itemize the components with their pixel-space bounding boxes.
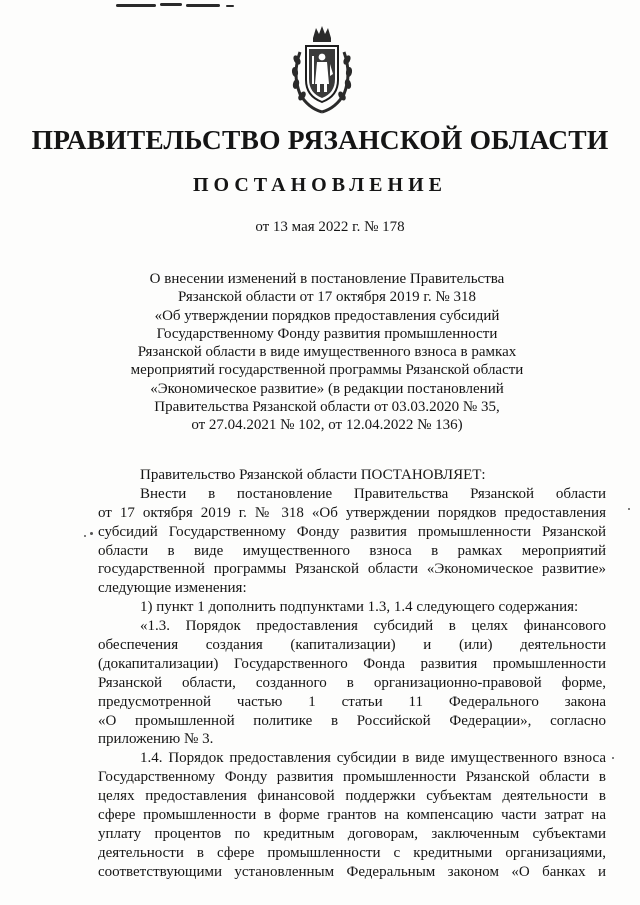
body-line: Государственному Фонду развития промышленности Рязанской области в [98,769,606,786]
body-line: субсидий Государственному Фонду развития промышленности Рязанской [98,523,606,540]
scan-artifact [116,4,156,7]
body-line: Рязанской области, созданного в организационно-правовой форме, [98,674,606,691]
subject-line: Рязанской области от 17 октября 2019 г. № 318 [178,289,476,306]
body-line: (докапитализации) Государственного Фонда развития промышленности [98,655,606,672]
body-line: следующие изменения: [98,580,247,597]
subject-line: О внесении изменений в постановление Правительства [149,271,505,287]
scan-speck [628,508,630,510]
body-line: обеспечения создания (капитализации) и (или) деятельности [98,637,606,654]
subject-line: «Экономическое развитие» (в редакции постановлений [150,380,504,397]
body-line: предусмотренной частью 1 статьи 11 Федерального закона [98,693,606,710]
scan-speck [90,532,93,535]
scan-speck [612,757,614,759]
subject-line: Правительства Рязанской области от 03.03.2020 № 35, [154,399,500,416]
subject-line: от 27.04.2021 № 102, от 12.04.2022 № 136) [191,417,463,434]
body-preamble: Правительство Рязанской области ПОСТАНОВЛЯЕТ: [140,467,486,483]
body-line: приложению № 3. [98,731,214,748]
body-line: деятельности в сфере промышленности с кредитными организациями, [98,844,606,861]
body-line: «О промышленной политике в Российской Федерации», согласно [98,712,606,729]
document-body [98,466,606,882]
body-line: от 17 октября 2019 г. № 318 «Об утверждении порядков предоставления [98,504,606,521]
body-line: 1.4. Порядок предоставления субсидии в виде имущественного взноса [140,750,606,767]
body-line: сфере промышленности в форме грантов на компенсацию части затрат на [98,807,606,824]
government-title: ПРАВИТЕЛЬСТВО РЯЗАНСКОЙ ОБЛАСТИ [31,124,609,155]
body-line: «1.3. Порядок предоставления субсидий в целях финансового [140,618,606,635]
document-subject [112,270,542,435]
scan-artifact [186,4,220,7]
document-date-number: от 13 мая 2022 г. № 178 [255,219,405,235]
ryazan-coat-of-arms-icon [286,24,358,116]
body-line: соответствующими установленным Федеральным законом «О банках и [98,863,606,880]
subject-line: Государственному Фонду развития промышленности [156,325,498,342]
subject-line: «Об утверждении порядков предоставления субсидий [154,307,500,324]
body-line: Внести в постановление Правительства Рязанской области [140,485,606,502]
body-line: целях предоставления финансовой поддержки субъектам деятельности в [98,788,606,805]
scan-artifact [226,5,234,7]
body-line: 1) пункт 1 дополнить подпунктами 1.3, 1.4 следующего содержания: [140,599,579,616]
body-line: уплату процентов по кредитным договорам, заключенным субъектами [98,825,606,842]
subject-line: Рязанской области в виде имущественного взноса в рамках [137,344,517,361]
document-type-title: ПОСТАНОВЛЕНИЕ [193,174,447,196]
scan-artifact [160,3,182,6]
scan-speck [84,535,86,537]
body-line: области в виде имущественного взноса в рамках мероприятий [98,542,606,559]
subject-line: мероприятий государственной программы Рязанской области [130,362,524,379]
body-line: государственной программы Рязанской области «Экономическое развитие» [98,561,606,578]
